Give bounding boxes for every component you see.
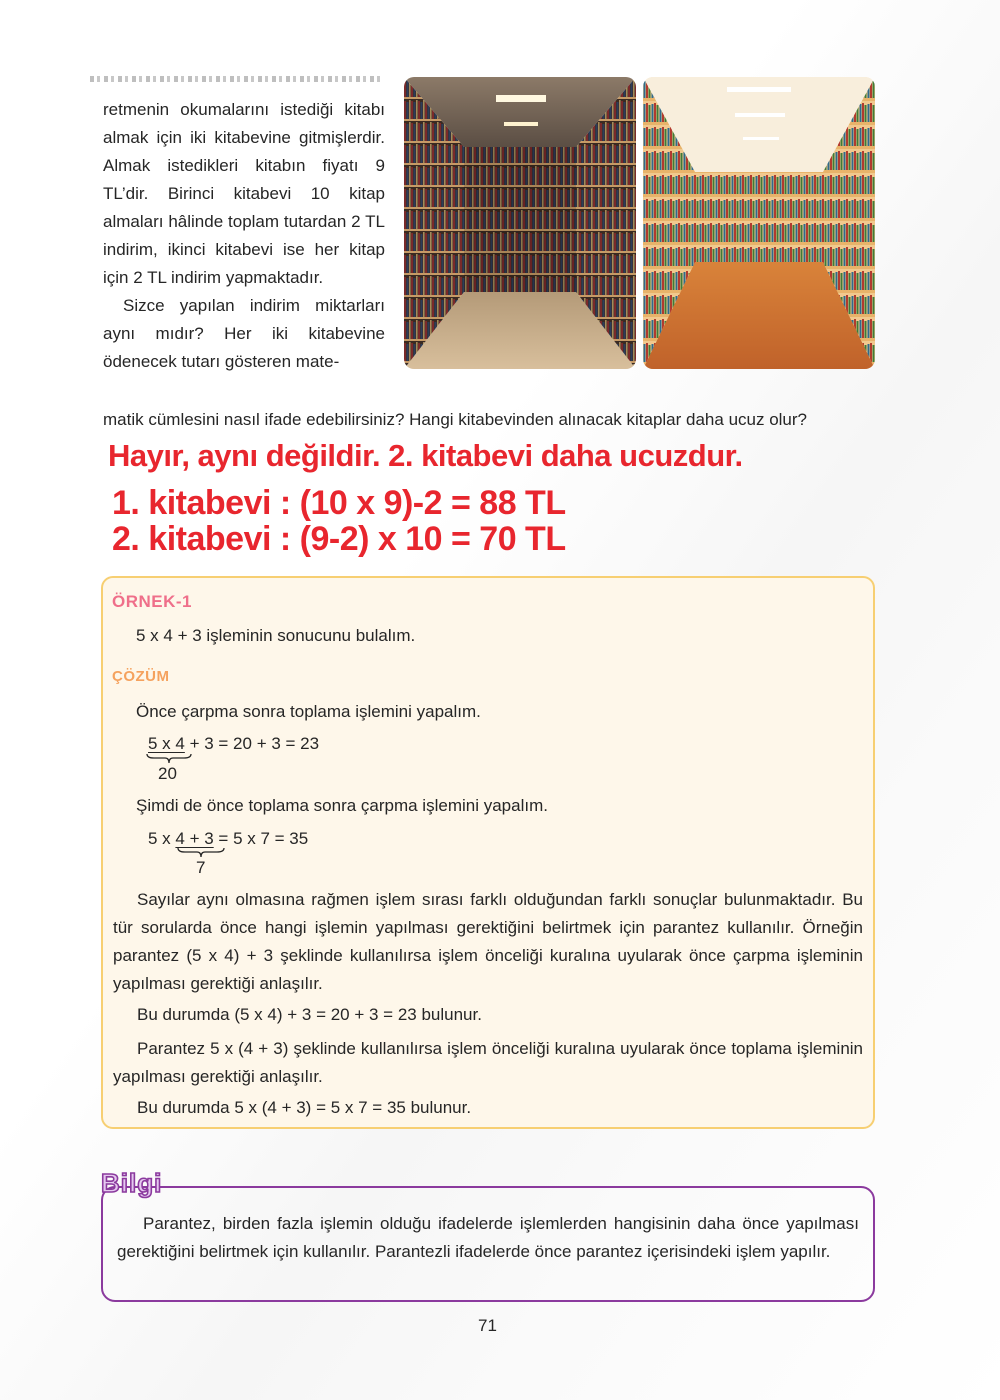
intro-paragraph-1: retmenin okumalarını istediği kitabı almak için iki kitabevine gitmişlerdir. Almak istedikleri kitabın fiyatı 9 TL’dir. Birinci kitabevi 10 kitap almaları hâlinde toplam tutardan 2 TL indirim, ikinci kitabevi ise her kitap için 2 TL indirim yapmaktadır. <box>103 100 385 287</box>
explanation-paragraph-4: Bu durumda 5 x (4 + 3) = 5 x 7 = 35 bulunur. <box>137 1098 472 1117</box>
bookstore-photo-2 <box>643 77 875 369</box>
explanation-paragraph-2: Bu durumda (5 x 4) + 3 = 20 + 3 = 23 bulunur. <box>137 1005 482 1024</box>
bookstore-photo-1 <box>404 77 636 369</box>
step1-expression <box>148 734 319 754</box>
handwritten-answer-line-2: 1. kitabevi : (10 x 9)-2 = 88 TL <box>112 484 566 522</box>
step1-brace <box>146 752 192 764</box>
example-title: ÖRNEK-1 <box>112 592 193 611</box>
step2-brace <box>177 846 225 858</box>
cut-off-text-line <box>90 76 380 82</box>
intro-text <box>103 96 385 376</box>
explanation-paragraph-3: Parantez 5 x (4 + 3) şeklinde kullanılırsa işlem önceliği kuralına uyularak önce toplama işleminin yapılması gerektiği anlaşılır. <box>113 1039 863 1086</box>
info-title: Bilgi <box>101 1168 163 1198</box>
step1-rest: + 3 = 20 + 3 = 23 <box>184 734 320 753</box>
step2-result: 7 <box>196 858 206 877</box>
handwritten-answer-line-1: Hayır, aynı değildir. 2. kitabevi daha ucuzdur. <box>108 438 743 473</box>
handwritten-answer-line-3: 2. kitabevi : (9-2) x 10 = 70 TL <box>112 520 566 558</box>
step2-rest: = 5 x 7 = 35 <box>213 829 309 848</box>
step2-pre: 5 x <box>148 829 176 848</box>
step1-result: 20 <box>158 764 177 783</box>
page-number: 71 <box>478 1316 497 1335</box>
explanation-paragraph-1: Sayılar aynı olmasına rağmen işlem sırası farklı olduğundan farklı sonuçlar bulunmaktadır. Bu tür sorularda önce hangi işlemin yapılması gerektiğini belirtmek için parantez kullanılır. Örneğin parantez (5 x 4) + 3 şeklinde kullanılırsa işlem önceliği kuralına uyularak önce çarpma işleminin yapılması gerektiği anlaşılır. <box>113 890 863 993</box>
info-text: Parantez, birden fazla işlemin olduğu ifadelerde işlemlerden hangisinin daha önce yapılması gerektiğini belirtmek için kullanılır. Parantezli ifadelerde önce parantez içerisindeki işlem yapılır. <box>117 1214 859 1261</box>
info-title-rule <box>180 1186 820 1188</box>
intro-paragraph-2: Sizce yapılan indirim miktarları aynı mıdır? Her iki kitabevine ödenecek tutarı gösteren mate- <box>103 296 385 371</box>
intro-paragraph-2-end: matik cümlesini nasıl ifade edebilirsiniz? Hangi kitabevinden alınacak kitaplar daha ucuz olur? <box>103 410 807 429</box>
solution-title: ÇÖZÜM <box>112 668 170 685</box>
example-question: 5 x 4 + 3 işleminin sonucunu bulalım. <box>136 626 416 645</box>
step2-text: Şimdi de önce toplama sonra çarpma işlemini yapalım. <box>136 796 548 815</box>
step1-text: Önce çarpma sonra toplama işlemini yapalım. <box>136 702 481 721</box>
step1-underlined: 5 x 4 <box>148 734 185 753</box>
step2-expression <box>148 829 308 849</box>
step2-underlined: 4 + 3 <box>175 829 214 848</box>
